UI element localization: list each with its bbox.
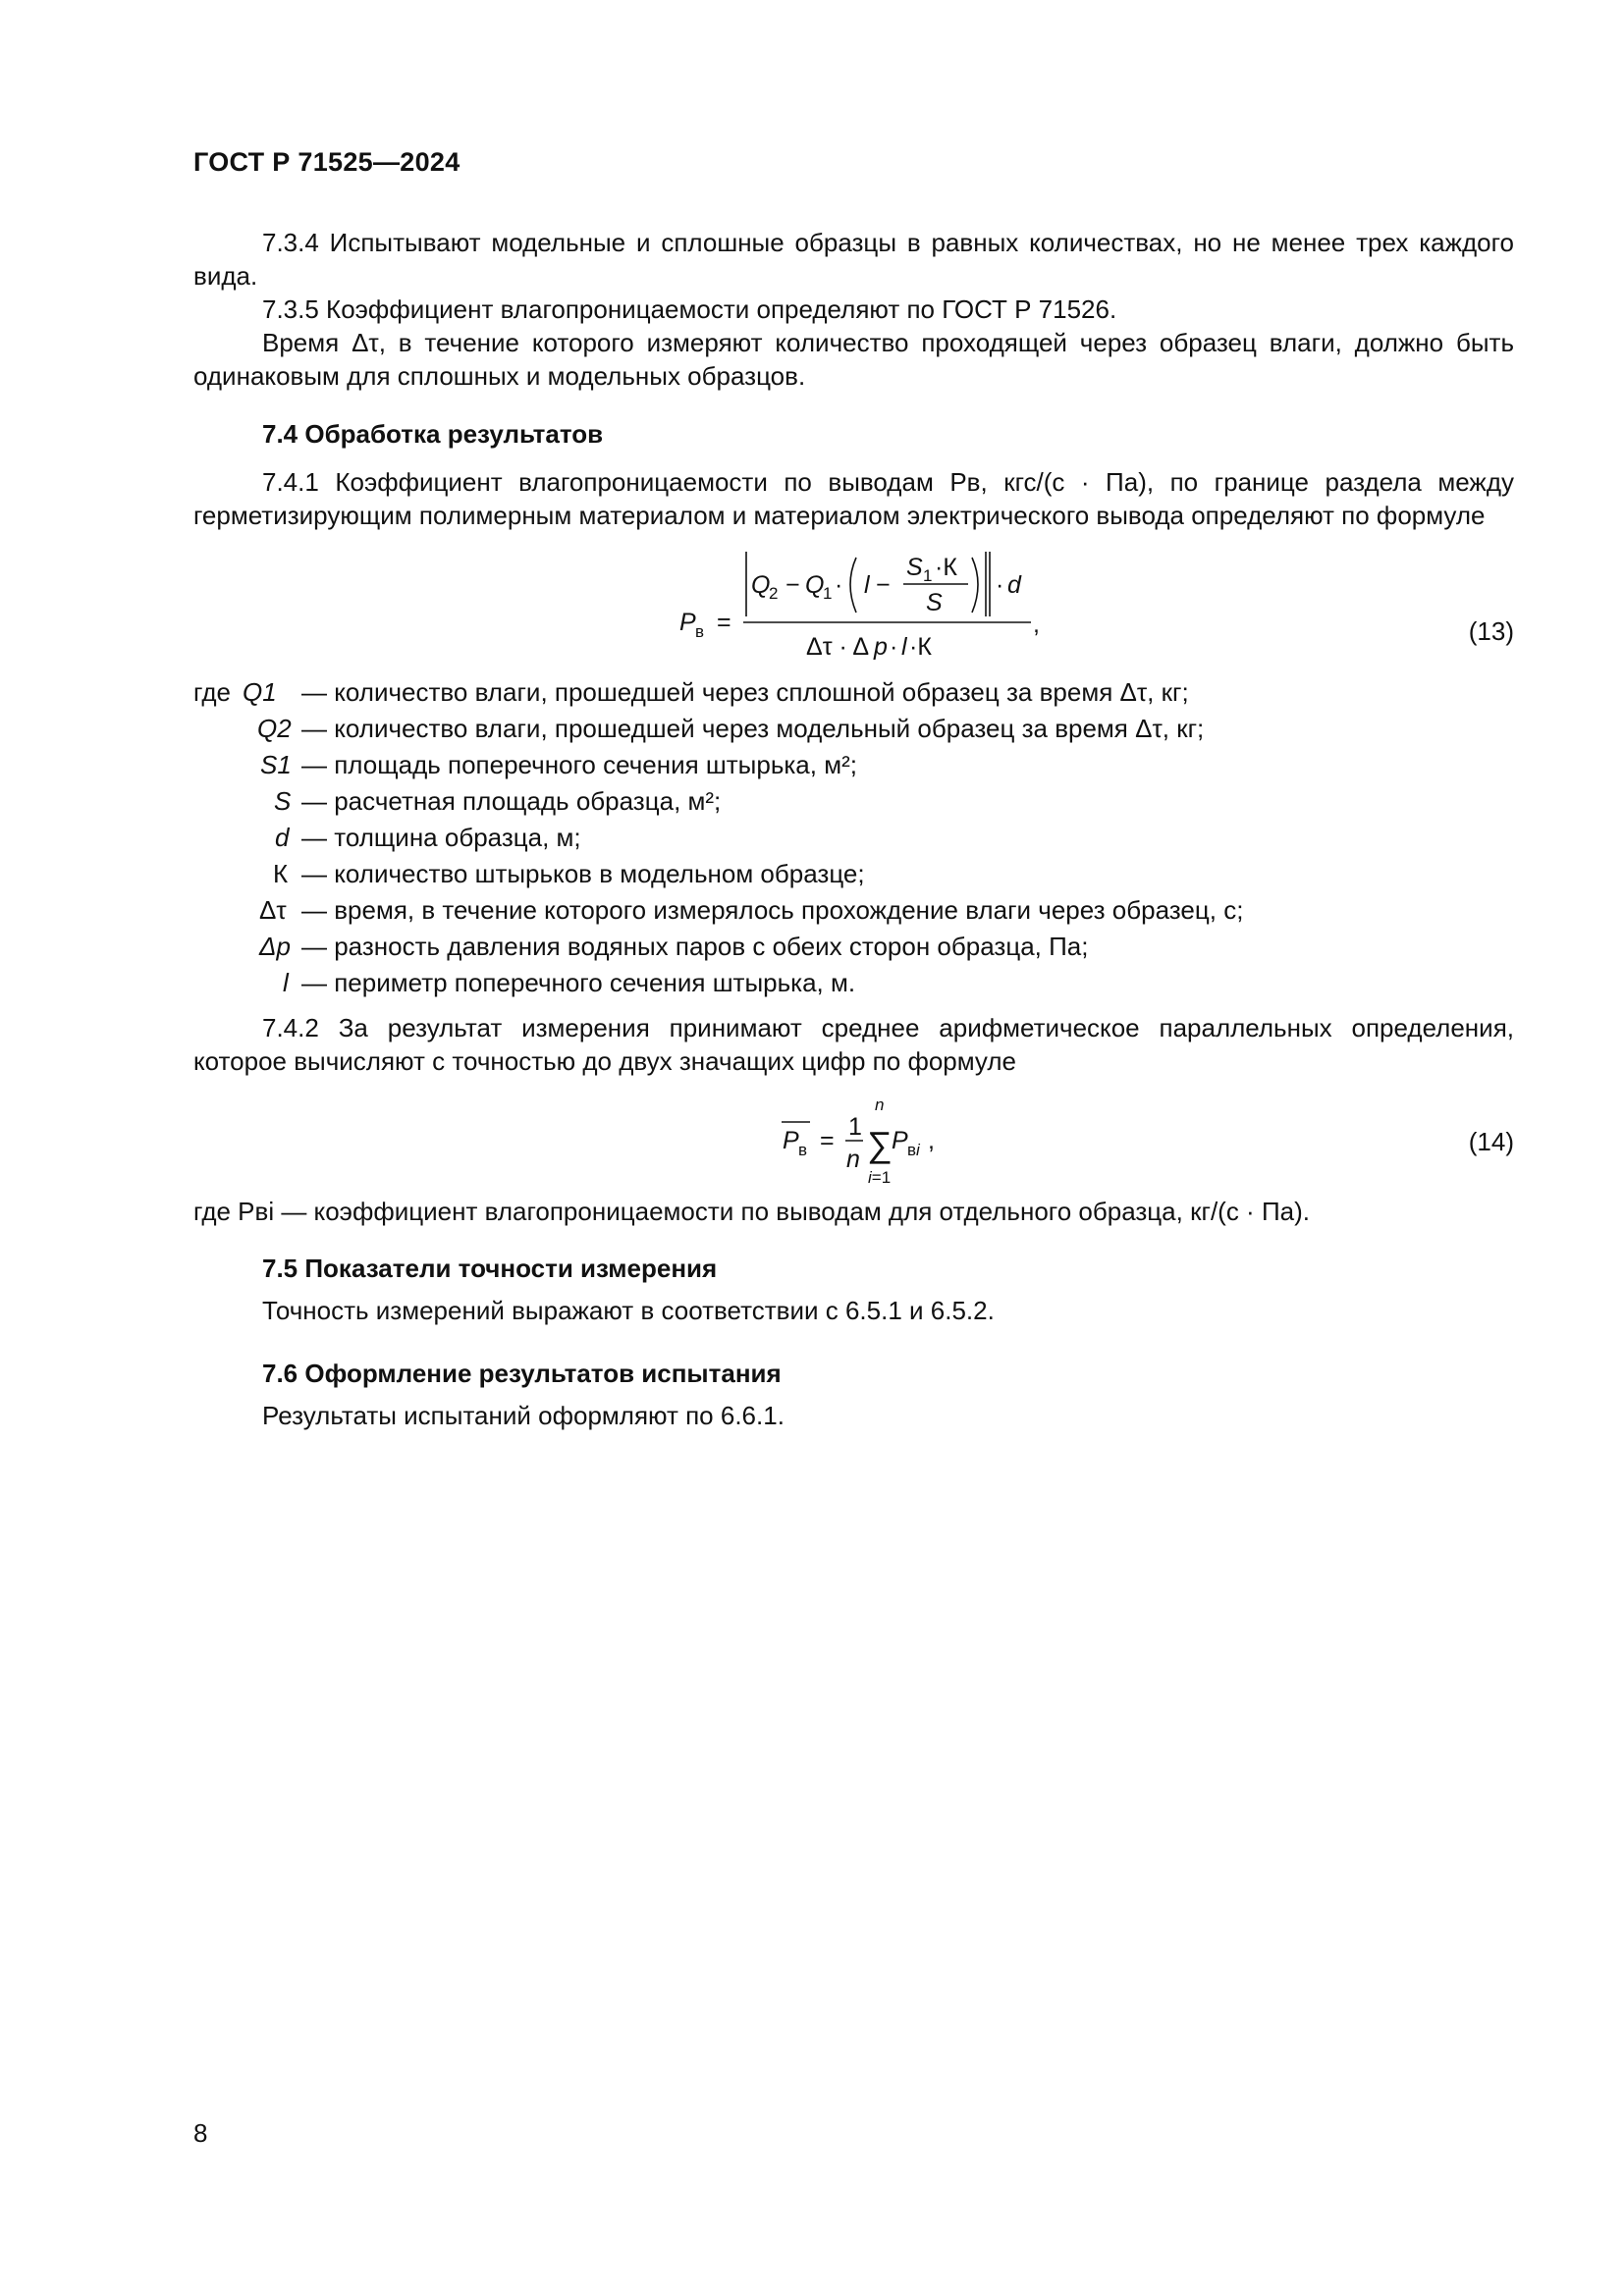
definition-text: — площадь поперечного сечения штырька, м²; bbox=[301, 750, 857, 779]
definition-text: — время, в течение которого измерялось прохождение влаги через образец, с; bbox=[301, 895, 1244, 925]
svg-text:l: l bbox=[864, 571, 870, 599]
paragraph-7-6: Результаты испытаний оформляют по 6.6.1. bbox=[262, 1401, 785, 1430]
svg-text:·: · bbox=[835, 571, 843, 599]
definition-text: — периметр поперечного сечения штырька, м. bbox=[301, 968, 856, 997]
section-heading-7-4: 7.4 Обработка результатов bbox=[262, 419, 604, 449]
svg-text:·: · bbox=[890, 633, 898, 661]
definition-row bbox=[193, 823, 1514, 859]
definition-symbol: S bbox=[274, 786, 292, 816]
svg-text:l: l bbox=[901, 633, 907, 661]
formula-13 bbox=[668, 538, 1060, 675]
definition-row bbox=[193, 895, 1514, 932]
svg-text:S: S bbox=[906, 554, 923, 581]
section-heading-7-6: 7.6 Оформление результатов испытания bbox=[262, 1359, 782, 1388]
svg-text:=: = bbox=[820, 1127, 835, 1154]
svg-text:·К: ·К bbox=[909, 633, 932, 661]
svg-text:p: p bbox=[874, 633, 888, 661]
svg-text:−: − bbox=[876, 571, 891, 599]
definition-symbol: Δp bbox=[259, 932, 291, 961]
svg-text:∑: ∑ bbox=[867, 1124, 893, 1164]
svg-text:Q: Q bbox=[805, 571, 825, 599]
svg-text:P: P bbox=[892, 1127, 908, 1154]
definition-text: — количество влаги, прошедшей через сплошной образец за время Δτ, кг; bbox=[301, 677, 1189, 707]
definition-row bbox=[193, 786, 1514, 823]
definition-text: — количество штырьков в модельном образце; bbox=[301, 859, 865, 888]
definition-row bbox=[193, 932, 1514, 968]
paragraph-7-3-5: 7.3.5 Коэффициент влагопроницаемости определяют по ГОСТ Р 71526. bbox=[262, 294, 1117, 324]
definition-text: — количество влаги, прошедшей через модельный образец за время Δτ, кг; bbox=[301, 714, 1205, 743]
definition-row bbox=[193, 677, 1514, 714]
svg-text:n: n bbox=[875, 1095, 885, 1114]
equation-number-14: (14) bbox=[1468, 1127, 1514, 1156]
svg-text:1: 1 bbox=[923, 566, 933, 585]
svg-text:1: 1 bbox=[823, 584, 833, 603]
paragraph-7-3-4: 7.3.4 Испытывают модельные и сплошные образцы в равных количествах, но не менее трех каждого вида. bbox=[193, 228, 1514, 291]
paragraph-7-5: Точность измерений выражают в соответствии с 6.5.1 и 6.5.2. bbox=[262, 1296, 995, 1325]
svg-text:P: P bbox=[679, 609, 696, 636]
definition-row bbox=[193, 714, 1514, 750]
definition-text: — расчетная площадь образца, м²; bbox=[301, 786, 722, 816]
svg-text:2: 2 bbox=[769, 584, 779, 603]
definition-symbol: d bbox=[275, 823, 290, 852]
svg-text:S: S bbox=[926, 589, 943, 616]
svg-text:·: · bbox=[996, 571, 1004, 599]
svg-text:в: в bbox=[798, 1141, 808, 1159]
svg-text:Q: Q bbox=[751, 571, 771, 599]
definition-row bbox=[193, 750, 1514, 786]
definition-symbol: Q1 bbox=[243, 677, 277, 707]
definition-text: — разность давления водяных паров с обеих сторон образца, Па; bbox=[301, 932, 1089, 961]
svg-text:,: , bbox=[928, 1127, 935, 1154]
svg-text:P: P bbox=[783, 1127, 799, 1154]
definition-symbol: Δτ bbox=[259, 895, 287, 925]
section-heading-7-5: 7.5 Показатели точности измерения bbox=[262, 1254, 718, 1283]
definition-text: — толщина образца, м; bbox=[301, 823, 581, 852]
definition-row bbox=[193, 859, 1514, 895]
paragraph-pvi-definition: где Pвi — коэффициент влагопроницаемости по выводам для отдельного образца, кг/(с · Па). bbox=[193, 1197, 1310, 1226]
definitions-lead: где bbox=[193, 677, 231, 707]
svg-text:в: в bbox=[695, 622, 705, 641]
page-number: 8 bbox=[193, 2118, 208, 2148]
formula-14 bbox=[771, 1090, 957, 1198]
definition-symbol: l bbox=[283, 968, 289, 997]
paragraph-time: Время Δτ, в течение которого измеряют количество проходящей через образец влаги, должно быть одинаковым для сплошных и модельных образцов. bbox=[193, 328, 1514, 391]
svg-text:i=1: i=1 bbox=[868, 1168, 892, 1187]
definition-symbol: Q2 bbox=[257, 714, 292, 743]
document-header: ГОСТ Р 71525—2024 bbox=[193, 147, 460, 177]
equation-number-13: (13) bbox=[1468, 616, 1514, 646]
svg-text:=: = bbox=[717, 609, 731, 636]
svg-text:1: 1 bbox=[848, 1113, 862, 1141]
definition-symbol: К bbox=[273, 859, 289, 888]
svg-text:,: , bbox=[1033, 611, 1040, 638]
paragraph-7-4-2: 7.4.2 За результат измерения принимают среднее арифметическое параллельных определения, которое вычисляют с точностью до двух значащих цифр по формуле bbox=[193, 1013, 1514, 1076]
definition-symbol: S1 bbox=[260, 750, 292, 779]
definition-row bbox=[193, 968, 1514, 1004]
svg-text:Δτ · Δ: Δτ · Δ bbox=[806, 633, 870, 661]
svg-text:d: d bbox=[1007, 571, 1021, 599]
svg-text:−: − bbox=[785, 571, 800, 599]
svg-text:n: n bbox=[846, 1146, 860, 1173]
svg-text:·К: ·К bbox=[935, 554, 957, 581]
paragraph-7-4-1: 7.4.1 Коэффициент влагопроницаемости по выводам Pв, кгс/(с · Па), по границе раздела между герметизирующим полимерным материалом и материалом электрического вывода определяют по формуле bbox=[193, 467, 1514, 530]
svg-text:вi: вi bbox=[907, 1141, 920, 1159]
